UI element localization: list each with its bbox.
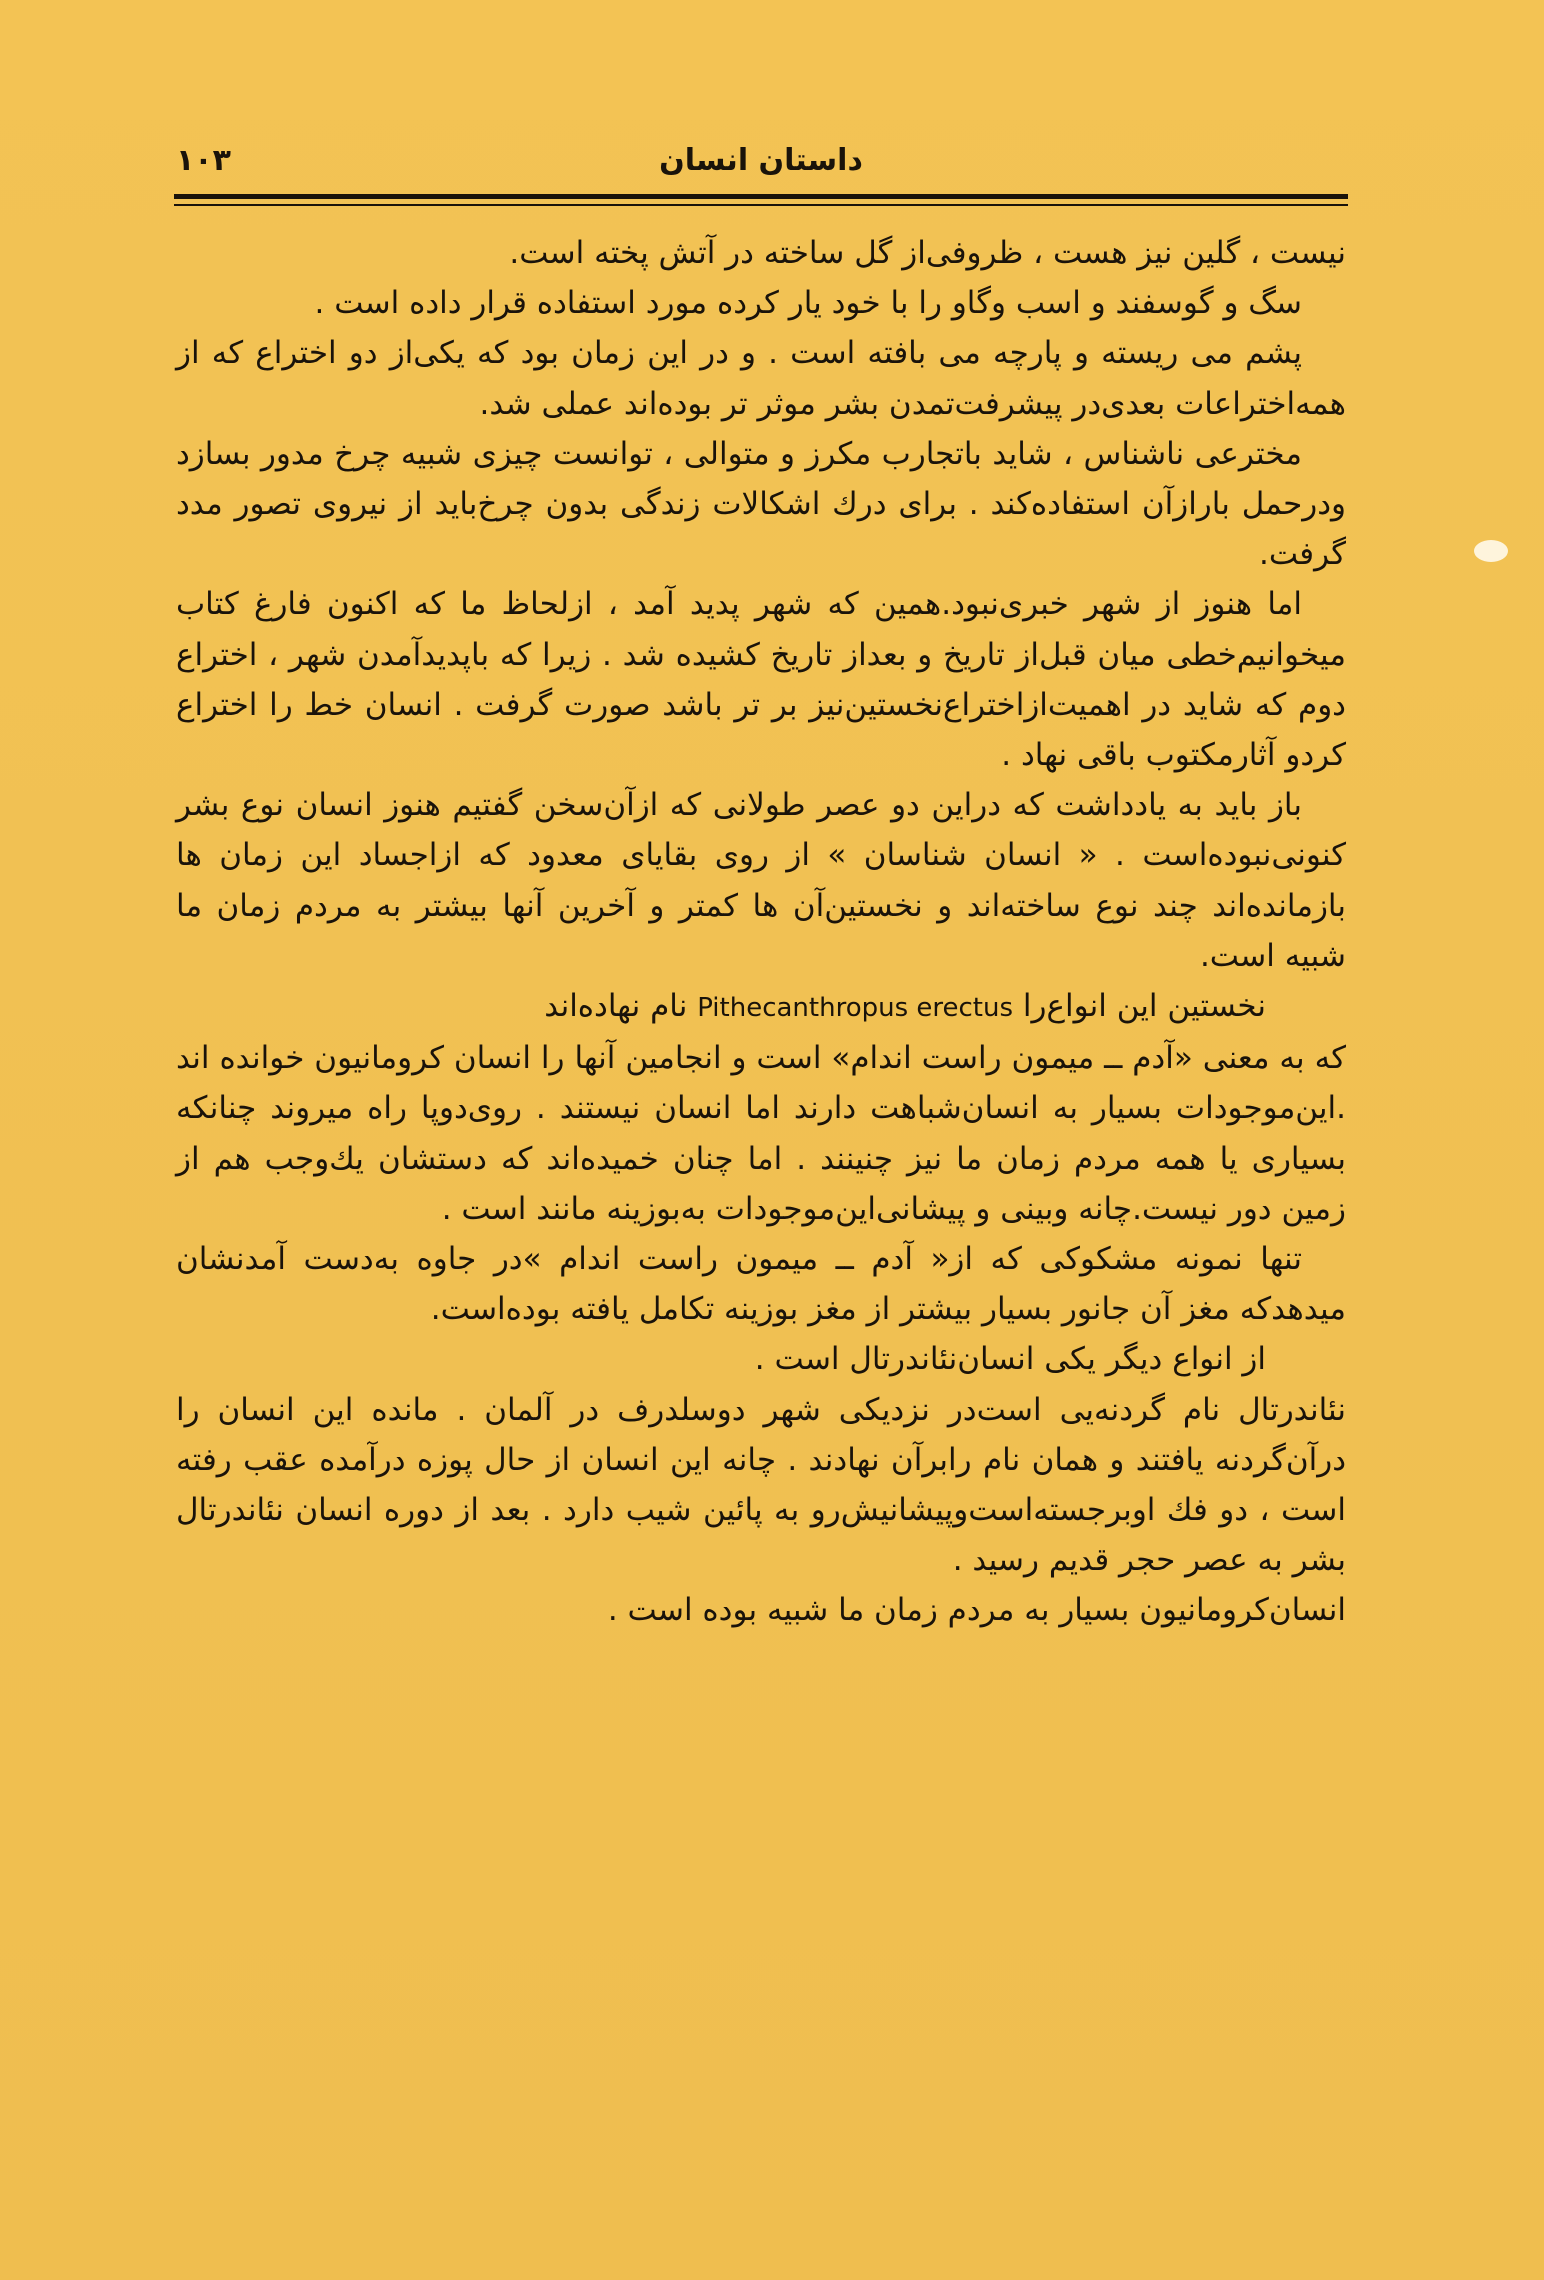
header-rule-thick	[174, 194, 1348, 199]
running-title: داستان انسان	[659, 143, 863, 178]
paragraph: تنها نمونه مشکوکی که از« آدم ــ میمون راست اندام »در جاوه به‌دست آمدنشان میدهدکه مغز آن جانور بسیار بیشتر از مغز بوزینه تکامل یافته بوده‌است.	[176, 1241, 1346, 1328]
paragraph: نئاندرتال نام گردنه‌یی است‌در نزدیکی شهر دوسلدرف در آلمان . مانده این انسان را درآن‌گردنه یافتند و همان نام رابرآن نهادند . چانه این انسان از حال پوزه درآمده عقب رفته است ، دو فك اوبرجسته‌است‌وپیشانیش‌رو به پائین شیب دارد . بعد از دوره انسان نئاندرتال بشر به عصر حجر قدیم رسید .	[176, 1391, 1346, 1579]
species-paragraph	[176, 981, 1346, 1033]
paragraph: که به معنی «آدم ــ میمون راست اندام» است و انجامین آنها را انسان کرومانیون خوانده اند .این‌موجودات بسیار به انسان‌شباهت دارند اما انسان نیستند . روی‌دوپا راه میروند چنانکه بسیاری یا همه مردم زمان ما نیز چنینند . اما چنان خمیده‌اند که دستشان یك‌وجب هم از زمین دور نیست.چانه وبینی و پیشانی‌این‌موجودات به‌بوزینه مانند است .	[176, 1040, 1346, 1227]
header-rule-thin	[174, 204, 1348, 206]
latin-species-name: Pithecanthropus erectus	[697, 993, 1014, 1024]
paragraph: از انواع دیگر یکی انسان‌نئاندرتال است .	[754, 1341, 1266, 1378]
paragraph: اما هنوز از شهر خبری‌نبود.همین که شهر پدید آمد ، ازلحاظ ما که اکنون فارغ کتاب میخوانیم‌خطی میان قبل‌از تاریخ و بعداز تاریخ کشیده شد . زیرا که باپدیدآمدن شهر ، اختراع دوم که شاید در اهمیت‌ازاختراع‌نخستین‌نیز بر تر باشد صورت گرفت . انسان خط را اختراع کردو آثارمکتوب باقی نهاد .	[176, 586, 1346, 774]
page-number: ۱۰۳	[176, 143, 231, 178]
page-header	[176, 138, 1346, 184]
paragraph: پشم می ریسته و پارچه می بافته است . و در این زمان بود که یکی‌از دو اختراع که از همه‌اختراعات بعدی‌در پیشرفت‌تمدن بشر موثر تر بوده‌اند عملی شد.	[176, 335, 1346, 422]
paragraph: انسان‌کرومانیون بسیار به مردم زمان ما شبیه بوده است .	[607, 1592, 1346, 1629]
paper-blemish	[1474, 540, 1508, 562]
species-intro: نخستین این انواع‌را	[1022, 988, 1266, 1025]
paragraph: سگ و گوسفند و اسب وگاو را با خود یار کرده مورد استفاده قرار داده است .	[314, 285, 1302, 322]
paragraph: باز باید به یادداشت که دراین دو عصر طولانی که ازآن‌سخن گفتیم هنوز انسان نوع بشر کنونی‌نبوده‌است . « انسان شناسان » از روی بقایای معدود که ازاجساد این زمان ها بازمانده‌اند چند نوع ساخته‌اند و نخستین‌آن ها کمتر و آخرین آنها بیشتر به مردم زمان ما شبیه است.	[176, 787, 1346, 974]
paragraph: مخترعی ناشناس ، شاید باتجارب مکرز و متوالی ، توانست چیزی شبیه چرخ مدور بسازد ودرحمل بارازآن استفاده‌کند . برای درك اشکالات زندگی بدون چرخ‌باید از نیروی تصور مدد گرفت.	[176, 435, 1346, 573]
species-named: نام نهاده‌اند	[544, 988, 688, 1025]
body-text	[176, 228, 1346, 1636]
paragraph: نیست ، گلین نیز هست ، ظروفی‌از گل ساخته در آتش پخته است.	[509, 235, 1346, 271]
